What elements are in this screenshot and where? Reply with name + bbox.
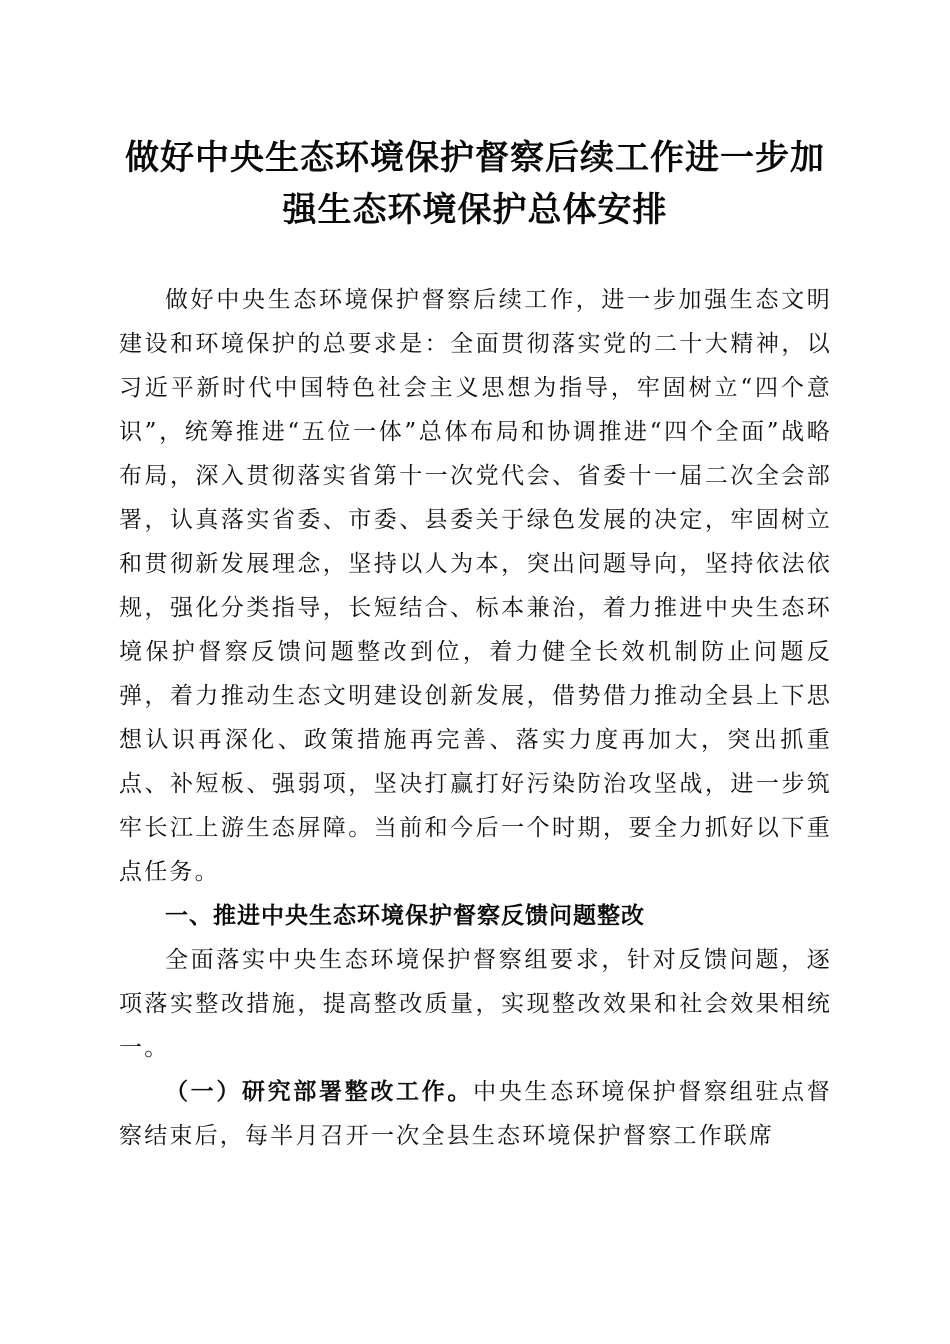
paragraph-deploy-work xyxy=(119,1070,832,1158)
title-line-2: 强生态环境保护总体安排 xyxy=(282,190,668,230)
paragraph-deploy-work-text: 中央生态环境保护督察组驻点督察结束后，每半月召开一次全县生态环境保护督察工作联席 xyxy=(119,1079,832,1149)
paragraph-rectification: 全面落实中央生态环境保护督察组要求，针对反馈问题，逐项落实整改措施，提高整改质量，实现整改效果和社会效果相统一。 xyxy=(119,947,832,1061)
section-heading-1: 一、推进中央生态环境保护督察反馈问题整改 xyxy=(165,903,645,929)
title-line-1: 做好中央生态环境保护督察后续工作进一步加 xyxy=(125,138,825,178)
subsection-heading-1: （一）研究部署整改工作。 xyxy=(165,1078,474,1105)
paragraph-general-requirements: 做好中央生态环境保护督察后续工作，进一步加强生态文明建设和环境保护的总要求是：全面贯彻落实党的二十大精神，以习近平新时代中国特色社会主义思想为指导，牢固树立“四个意识”，统筹推进“五位一体”总体布局和协调推进“四个全面”战略布局，深入贯彻落实省第十一次党代会、省委十一届二次全会部署，认真落实省委、市委、县委关于绿色发展的决定，牢固树立和贯彻新发展理念，坚持以人为本，突出问题导向，坚持依法依规，强化分类指导，长短结合、标本兼治，着力推进中央生态环境保护督察反馈问题整改到位，着力健全长效机制防止问题反弹，着力推动生态文明建设创新发展，借势借力推动全县上下思想认识再深化、政策措施再完善、落实力度再加大，突出抓重点、补短板、强弱项，坚决打赢打好污染防治攻坚战，进一步筑牢长江上游生态屏障。当前和今后一个时期，要全力抓好以下重点任务。 xyxy=(119,287,832,885)
document-title xyxy=(110,132,840,236)
document-body xyxy=(119,278,832,1158)
